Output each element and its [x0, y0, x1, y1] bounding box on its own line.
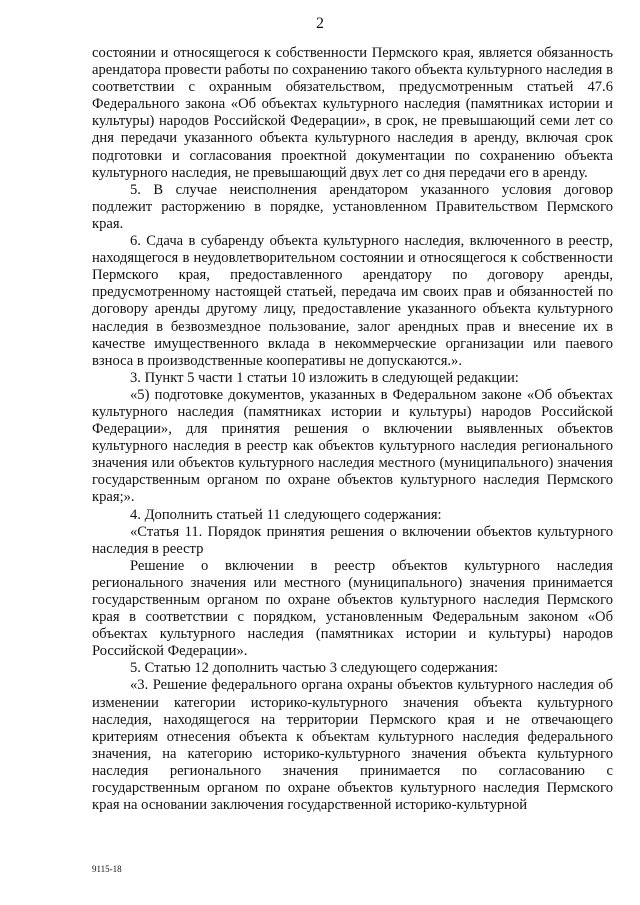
- document-code: 9115-18: [92, 864, 122, 874]
- document-body: [92, 45, 613, 814]
- paragraph-item-6: 6. Сдача в субаренду объекта культурного наследия, включенного в реестр, находящегося в неудовлетворительном состоянии и относящегося к собственности Пермского края, предоставленного арендатору по договору аренды, предусмотренному настоящей статьей, передача им своих прав и обязанностей по договору аренды другому лицу, предоставление указанного объекта культурного наследия в безвозмездное пользование, залог арендных прав и внесение их в качестве имущественного вклада в некоммерческие организации или паевого взноса в производственные кооперативы не допускаются.».: [92, 233, 613, 369]
- paragraph-amendment-4: 4. Дополнить статьей 11 следующего содержания:: [130, 506, 442, 523]
- article-11-text: Решение о включении в реестр объектов культурного наследия регионального значения или местного (муниципального) значения принимается государственным органом по охране объектов культурного наследия Пермского края в соответствии с порядком, установленным Федеральным законом «Об объектах культурного наследия (памятниках истории и культуры) народов Российской Федерации».: [92, 557, 613, 660]
- paragraph-continuation: состоянии и относящегося к собственности Пермского края, является обязанность арендатора провести работы по сохранению такого объекта культурного наследия в соответствии с охранным обязательством, предусмотренным статьей 47.6 Федерального закона «Об объектах культурного наследия (памятниках истории и культуры) народов Российской Федерации», в срок, не превышающий семи лет со дня передачи указанного объекта культурного наследия в аренду, включая срок подготовки и согласования проектной документации по сохранению объекта культурного наследия, не превышающий двух лет со дня передачи его в аренду.: [92, 45, 613, 181]
- article-11-heading: «Статья 11. Порядок принятия решения о включении объектов культурного наследия в реестр: [92, 523, 613, 557]
- paragraph-amendment-3: 3. Пункт 5 части 1 статьи 10 изложить в следующей редакции:: [130, 369, 519, 386]
- page-number: 2: [316, 15, 324, 32]
- paragraph-item-5: 5. В случае неисполнения арендатором указанного условия договор подлежит расторжению в порядке, установленном Правительством Пермского края.: [92, 181, 613, 232]
- paragraph-amendment-5: 5. Статью 12 дополнить частью 3 следующего содержания:: [130, 660, 499, 677]
- paragraph-quoted-item-5: «5) подготовке документов, указанных в Федеральном законе «Об объектах культурного наследия (памятниках истории и культуры) народов Российской Федерации», для принятия решения о включении выявленных объектов культурного наследия в реестр как объектов культурного наследия регионального значения или объектов культурного наследия местного (муниципального) значения государственным органом по охране объектов культурного наследия Пермского края;».: [92, 386, 613, 506]
- paragraph-quoted-part-3: «3. Решение федерального органа охраны объектов культурного наследия об изменении категории историко-культурного значения объекта культурного наследия, находящегося на территории Пермского края и не отвечающего критериям отнесения объекта к объектам культурного наследия федерального значения, на категорию историко-культурного значения объекта культурного наследия регионального значения принимается по согласованию с государственным органом по охране объектов культурного наследия Пермского края на основании заключения государственной историко-культурной: [92, 677, 613, 814]
